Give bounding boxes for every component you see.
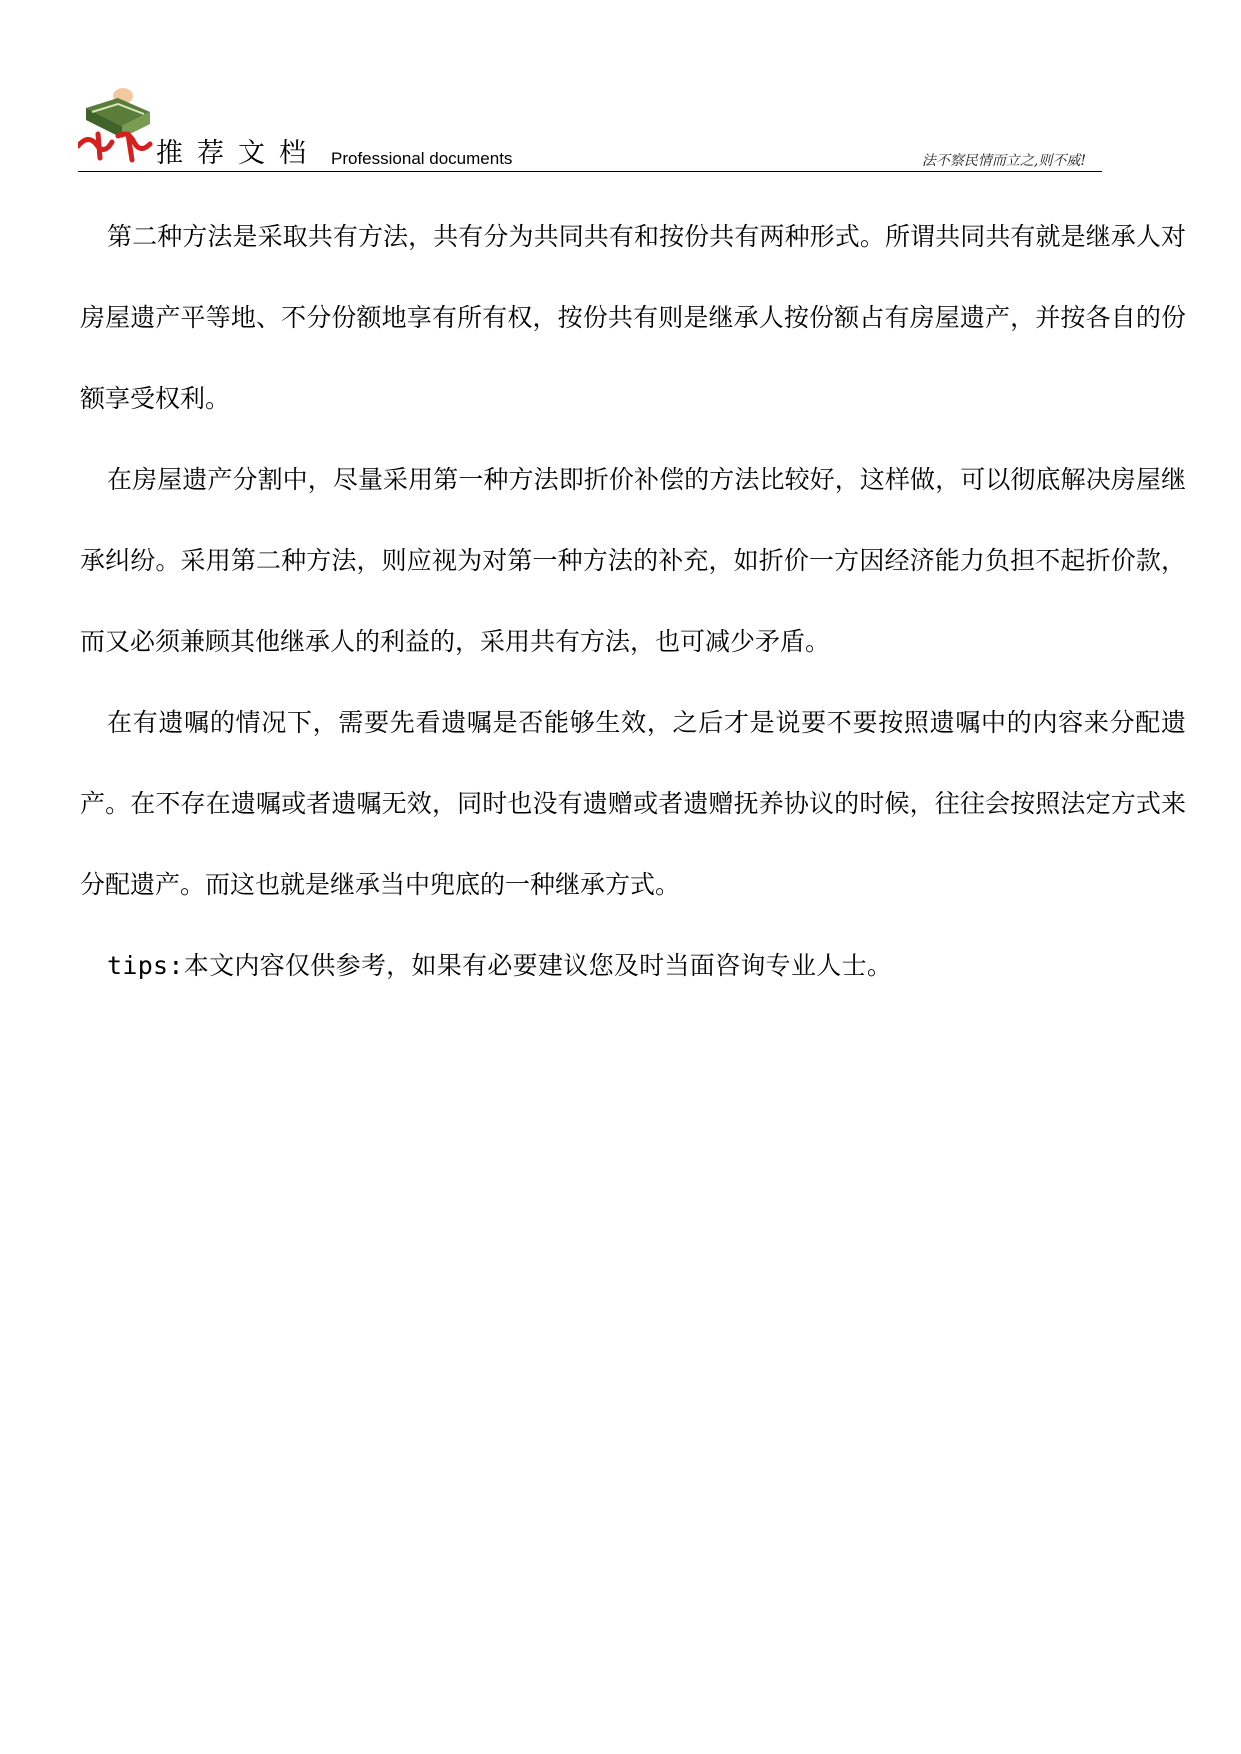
tips-paragraph xyxy=(80,925,1186,1006)
header-subtitle: Professional documents xyxy=(331,149,513,168)
tips-text: 本文内容仅供参考，如果有必要建议您及时当面咨询专业人士。 xyxy=(183,951,893,980)
document-header xyxy=(78,86,1102,176)
body-paragraph: 第二种方法是采取共有方法，共有分为共同共有和按份共有两种形式。所谓共同共有就是继承人对房屋遗产平等地、不分份额地享有所有权，按份共有则是继承人按份额占有房屋遗产，并按各自的份额享受权利。 xyxy=(80,222,1186,413)
logo-book-icon xyxy=(78,86,156,170)
header-motto: 法不察民情而立之,则不威! xyxy=(921,153,1086,169)
body-paragraph: 在房屋遗产分割中，尽量采用第一种方法即折价补偿的方法比较好，这样做，可以彻底解决房屋继承纠纷。采用第二种方法，则应视为对第一种方法的补充，如折价一方因经济能力负担不起折价款，而又必须兼顾其他继承人的利益的，采用共有方法，也可减少矛盾。 xyxy=(80,465,1186,656)
body-paragraph: 在有遗嘱的情况下，需要先看遗嘱是否能够生效，之后才是说要不要按照遗嘱中的内容来分配遗产。在不存在遗嘱或者遗嘱无效，同时也没有遗赠或者遗赠抚养协议的时候，往往会按照法定方式来分配遗产。而这也就是继承当中兜底的一种继承方式。 xyxy=(80,708,1186,899)
header-divider xyxy=(78,171,1102,172)
header-title: 推荐文档 xyxy=(156,138,320,169)
tips-prefix: tips: xyxy=(107,951,184,980)
document-body xyxy=(80,196,1186,1006)
svg-text:知识: 知识 xyxy=(78,86,80,87)
